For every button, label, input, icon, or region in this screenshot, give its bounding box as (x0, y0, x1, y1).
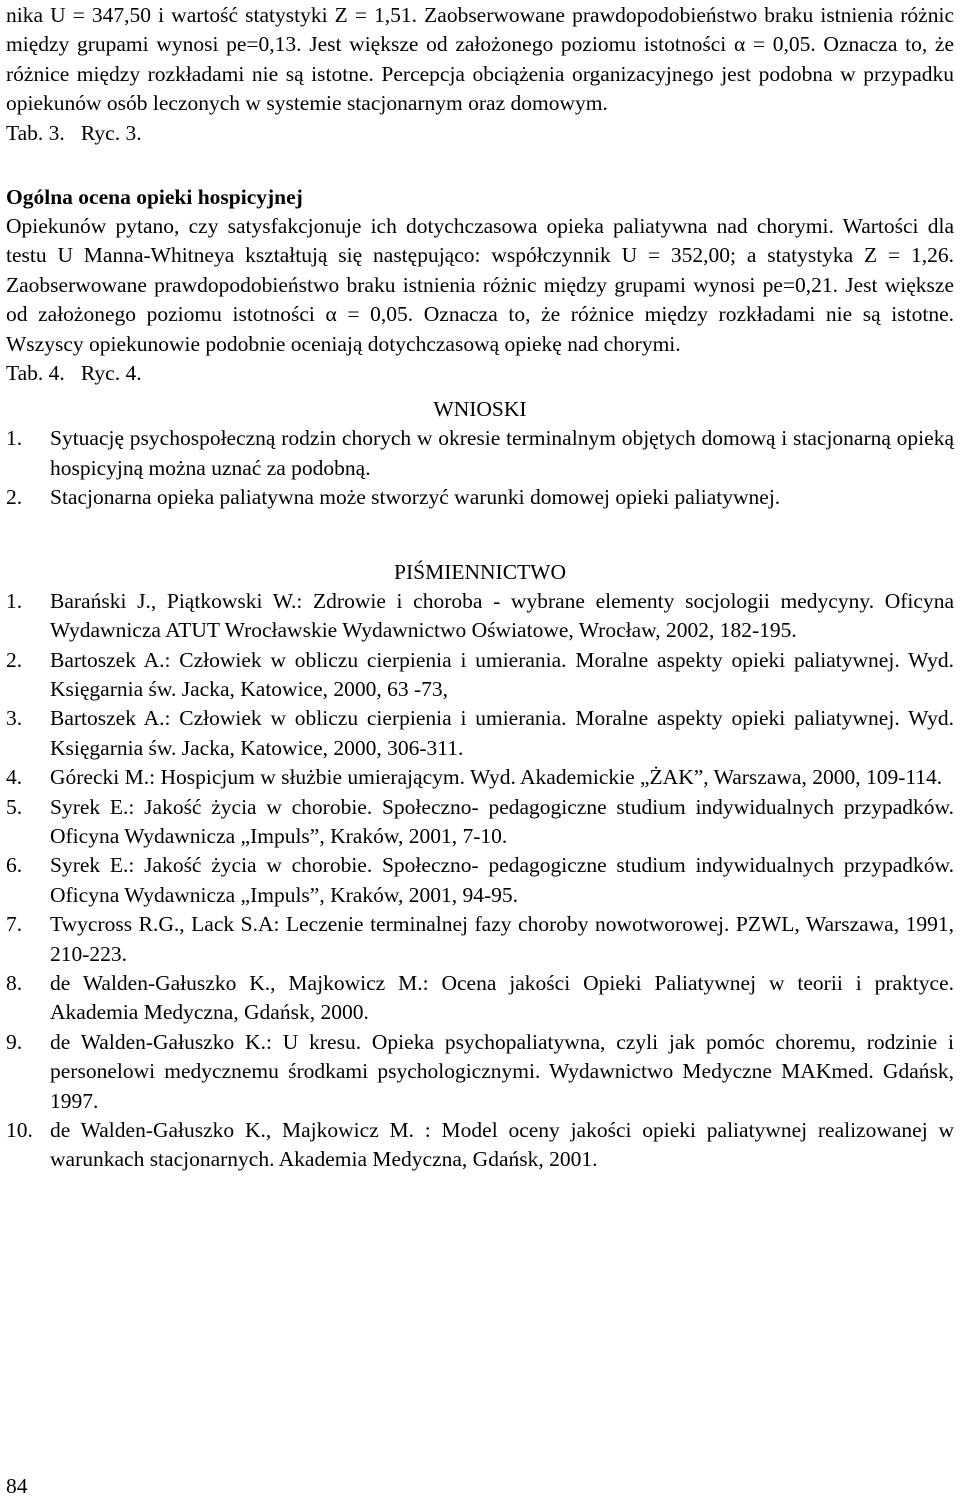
reference-number: 6. (6, 853, 23, 878)
reference-number: 9. (6, 1029, 23, 1054)
conclusion-item (6, 483, 954, 512)
conclusion-number: 2. (6, 485, 23, 510)
reference-number: 7. (6, 912, 23, 937)
reference-text: Bartoszek A.: Człowiek w obliczu cierpienia i umierania. Moralne aspekty opieki paliatywnej. Wyd. Księgarnia św. Jacka, Katowice, 2000, 63 -73, (50, 647, 954, 701)
general-assessment-figure-refs: Tab. 4. Ryc. 4. (6, 361, 142, 386)
reference-item (6, 763, 954, 792)
intro-figure-refs: Tab. 3. Ryc. 3. (6, 120, 142, 145)
conclusions-list (6, 424, 954, 512)
reference-number: 8. (6, 970, 23, 995)
reference-item (6, 587, 954, 646)
reference-text: de Walden-Gałuszko K., Majkowicz M. : Model oceny jakości opieki paliatywnej realizowanej w warunkach stacjonarnych. Akademia Medyczna, Gdańsk, 2001. (50, 1118, 954, 1172)
references-heading: PIŚMIENNICTWO (394, 559, 566, 584)
reference-text: Bartoszek A.: Człowiek w obliczu cierpienia i umierania. Moralne aspekty opieki paliatywnej. Wyd. Księgarnia św. Jacka, Katowice, 2000, 306-311. (50, 706, 954, 760)
reference-number: 4. (6, 765, 23, 790)
document-page (6, 0, 954, 1175)
reference-item (6, 969, 954, 1028)
conclusion-text: Sytuację psychospołeczną rodzin chorych w okresie terminalnym objętych domową i stacjonarną opieką hospicyjną można uznać za podobną. (50, 426, 954, 480)
reference-text: de Walden-Gałuszko K.: U kresu. Opieka psychopaliatywna, czyli jak pomóc choremu, rodzinie i personelowi medycznemu środkami psychologicznymi. Wydawnictwo Medyczne MAKmed. Gdańsk, 1997. (50, 1029, 954, 1113)
reference-text: Górecki M.: Hospicjum w służbie umierającym. Wyd. Akademickie „ŻAK”, Warszawa, 2000, 109-114. (50, 765, 943, 790)
reference-number: 3. (6, 706, 23, 731)
conclusion-number: 1. (6, 426, 23, 451)
reference-number: 1. (6, 588, 23, 613)
reference-text: Syrek E.: Jakość życia w chorobie. Społeczno- pedagogiczne studium indywidualnych przypadków. Oficyna Wydawnicza „Impuls”, Kraków, 2001, 94-95. (50, 853, 954, 907)
reference-number: 10. (6, 1118, 33, 1142)
section-heading-general-assessment: Ogólna ocena opieki hospicyjnej (6, 185, 303, 210)
references-list (6, 587, 954, 1175)
reference-item (6, 1028, 954, 1116)
reference-item (6, 646, 954, 705)
reference-item (6, 910, 954, 969)
conclusion-item (6, 424, 954, 483)
conclusions-heading: WNIOSKI (433, 397, 527, 422)
general-assessment-paragraph: Opiekunów pytano, czy satysfakcjonuje ich dotychczasowa opieka paliatywna nad chorymi. Wartości dla testu U Manna-Whitneya kształtują się następująco: współczynnik U = 352,00; a statystyka Z = 1,26. Zaobserwowane prawdopodobieństwo braku istnienia różnic między grupami wynosi pe=0,21. Jest większe od założonego poziomu istotności α = 0,05. Oznacza to, że różnice między rozkładami nie są istotne. Wszyscy opiekunowie podobnie oceniają dotychczasową opiekę nad chorymi. (6, 214, 954, 356)
reference-item (6, 851, 954, 910)
intro-paragraph: nika U = 347,50 i wartość statystyki Z = 1,51. Zaobserwowane prawdopodobieństwo braku istnienia różnic między grupami wynosi pe=0,13. Jest większe od założonego poziomu istotności α = 0,05. Oznacza to, że różnice między rozkładami nie są istotne. Percepcja obciążenia organizacyjnego jest podobna w przypadku opiekunów osób leczonych w systemie stacjonarnym oraz domowym. (6, 3, 954, 116)
conclusion-text: Stacjonarna opieka paliatywna może stworzyć warunki domowej opieki paliatywnej. (50, 485, 781, 510)
page-number: 84 (6, 1474, 28, 1498)
reference-text: Twycross R.G., Lack S.A: Leczenie terminalnej fazy choroby nowotworowej. PZWL, Warszawa, 1991, 210-223. (50, 912, 954, 966)
reference-item (6, 704, 954, 763)
reference-number: 2. (6, 647, 23, 672)
reference-number: 5. (6, 794, 23, 819)
reference-item (6, 1116, 954, 1175)
reference-text: Syrek E.: Jakość życia w chorobie. Społeczno- pedagogiczne studium indywidualnych przypadków. Oficyna Wydawnicza „Impuls”, Kraków, 2001, 7-10. (50, 794, 954, 848)
reference-text: Barański J., Piątkowski W.: Zdrowie i choroba - wybrane elementy socjologii medycyny. Oficyna Wydawnicza ATUT Wrocławskie Wydawnictwo Oświatowe, Wrocław, 2002, 182-195. (50, 588, 954, 643)
reference-text: de Walden-Gałuszko K., Majkowicz M.: Ocena jakości Opieki Paliatywnej w teorii i praktyce. Akademia Medyczna, Gdańsk, 2000. (50, 970, 954, 1025)
reference-item (6, 793, 954, 852)
